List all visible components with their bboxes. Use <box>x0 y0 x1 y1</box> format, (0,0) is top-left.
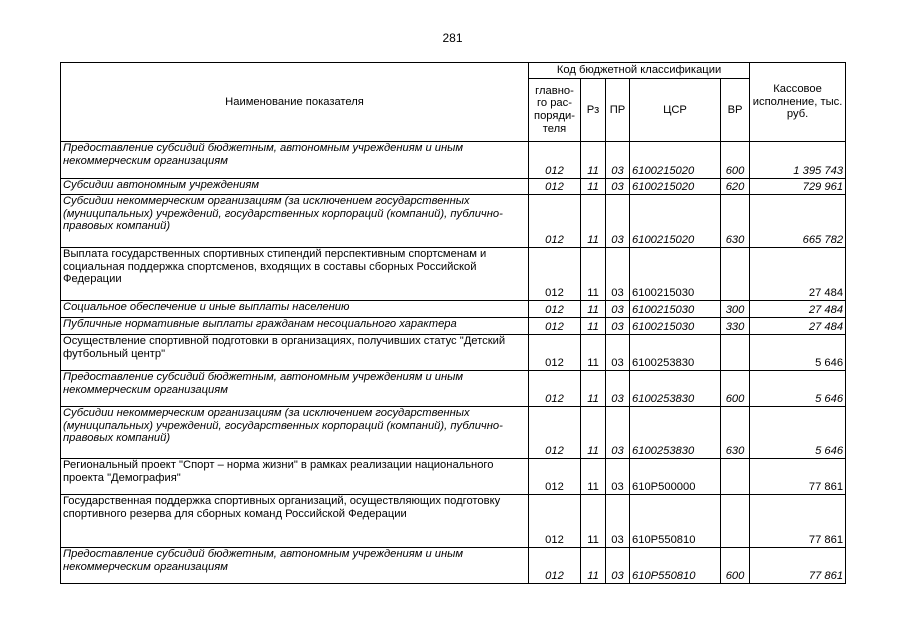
row-pr: 03 <box>606 301 630 318</box>
row-amount: 5 646 <box>750 335 846 371</box>
table-row <box>61 495 846 548</box>
row-pr: 03 <box>606 142 630 179</box>
row-csr: 6100215020 <box>630 195 721 248</box>
row-name: Выплата государственных спортивных стипендий перспективным спортсменам и социальная поддержка спортсменов, входящих в составы сборных Российской Федерации <box>61 248 529 301</box>
row-rz: 11 <box>581 548 606 584</box>
row-vr: 600 <box>721 142 750 179</box>
table-row <box>61 142 846 179</box>
row-pr: 03 <box>606 179 630 195</box>
header-code-group: Код бюджетной классификации <box>529 63 750 79</box>
row-rz: 11 <box>581 301 606 318</box>
row-pr: 03 <box>606 459 630 495</box>
row-vr: 600 <box>721 371 750 407</box>
row-amount: 1 395 743 <box>750 142 846 179</box>
table-row <box>61 318 846 335</box>
row-rz: 11 <box>581 248 606 301</box>
row-rz: 11 <box>581 179 606 195</box>
row-rz: 11 <box>581 142 606 179</box>
table-row <box>61 179 846 195</box>
row-glava: 012 <box>529 371 581 407</box>
header-rz: Рз <box>581 79 606 142</box>
row-pr: 03 <box>606 548 630 584</box>
header-name: Наименование показателя <box>61 63 529 142</box>
row-csr: 6100253830 <box>630 371 721 407</box>
row-glava: 012 <box>529 459 581 495</box>
header-vr: ВР <box>721 79 750 142</box>
row-amount: 27 484 <box>750 248 846 301</box>
row-name: Субсидии некоммерческим организациям (за исключением государственных (муниципальных) учреждений, государственных корпораций (компаний), публично-правовых компаний) <box>61 195 529 248</box>
row-pr: 03 <box>606 371 630 407</box>
header-pr: ПР <box>606 79 630 142</box>
row-name: Субсидии некоммерческим организациям (за исключением государственных (муниципальных) учреждений, государственных корпораций (компаний), публично-правовых компаний) <box>61 407 529 459</box>
row-pr: 03 <box>606 407 630 459</box>
row-glava: 012 <box>529 407 581 459</box>
table-row <box>61 195 846 248</box>
table-row <box>61 248 846 301</box>
row-rz: 11 <box>581 495 606 548</box>
table-row <box>61 335 846 371</box>
table-row <box>61 371 846 407</box>
row-csr: 6100253830 <box>630 335 721 371</box>
row-name: Региональный проект "Спорт – норма жизни" в рамках реализации национального проекта "Демография" <box>61 459 529 495</box>
header-csr: ЦСР <box>630 79 721 142</box>
row-amount: 77 861 <box>750 495 846 548</box>
row-vr: 630 <box>721 407 750 459</box>
row-amount: 77 861 <box>750 548 846 584</box>
row-rz: 11 <box>581 407 606 459</box>
row-csr: 610P550810 <box>630 548 721 584</box>
row-glava: 012 <box>529 548 581 584</box>
table-row <box>61 407 846 459</box>
row-name: Публичные нормативные выплаты гражданам несоциального характера <box>61 318 529 335</box>
row-amount: 665 782 <box>750 195 846 248</box>
row-name: Осуществление спортивной подготовки в организациях, получивших статус "Детский футбольный центр" <box>61 335 529 371</box>
row-vr <box>721 459 750 495</box>
row-csr: 6100215030 <box>630 301 721 318</box>
page-number: 281 <box>442 31 463 45</box>
budget-table <box>60 62 846 584</box>
row-vr <box>721 495 750 548</box>
row-name: Предоставление субсидий бюджетным, автономным учреждениям и иным некоммерческим организациям <box>61 142 529 179</box>
row-name: Субсидии автономным учреждениям <box>61 179 529 195</box>
header-glava: главно-го рас-поряди-теля <box>529 79 581 142</box>
row-vr <box>721 248 750 301</box>
row-vr: 330 <box>721 318 750 335</box>
row-rz: 11 <box>581 459 606 495</box>
row-glava: 012 <box>529 318 581 335</box>
row-vr: 600 <box>721 548 750 584</box>
row-vr: 630 <box>721 195 750 248</box>
row-amount: 27 484 <box>750 301 846 318</box>
row-glava: 012 <box>529 179 581 195</box>
row-rz: 11 <box>581 318 606 335</box>
row-name: Предоставление субсидий бюджетным, автономным учреждениям и иным некоммерческим организациям <box>61 371 529 407</box>
row-pr: 03 <box>606 318 630 335</box>
row-rz: 11 <box>581 371 606 407</box>
row-pr: 03 <box>606 195 630 248</box>
row-amount: 77 861 <box>750 459 846 495</box>
row-vr: 300 <box>721 301 750 318</box>
row-csr: 6100215030 <box>630 248 721 301</box>
row-csr: 6100215030 <box>630 318 721 335</box>
row-pr: 03 <box>606 335 630 371</box>
row-vr: 620 <box>721 179 750 195</box>
row-glava: 012 <box>529 248 581 301</box>
row-rz: 11 <box>581 335 606 371</box>
row-csr: 6100253830 <box>630 407 721 459</box>
row-amount: 729 961 <box>750 179 846 195</box>
row-csr: 610P500000 <box>630 459 721 495</box>
table-row <box>61 301 846 318</box>
row-name: Государственная поддержка спортивных организаций, осуществляющих подготовку спортивного резерва для сборных команд Российской Федерации <box>61 495 529 548</box>
row-amount: 27 484 <box>750 318 846 335</box>
row-pr: 03 <box>606 248 630 301</box>
table-row <box>61 548 846 584</box>
row-glava: 012 <box>529 142 581 179</box>
row-csr: 6100215020 <box>630 142 721 179</box>
row-glava: 012 <box>529 335 581 371</box>
row-rz: 11 <box>581 195 606 248</box>
row-vr <box>721 335 750 371</box>
table-row <box>61 459 846 495</box>
header-total: Кассовое исполнение, тыс. руб. <box>750 63 846 142</box>
row-pr: 03 <box>606 495 630 548</box>
row-glava: 012 <box>529 301 581 318</box>
row-csr: 6100215020 <box>630 179 721 195</box>
row-csr: 610P550810 <box>630 495 721 548</box>
row-glava: 012 <box>529 195 581 248</box>
row-amount: 5 646 <box>750 407 846 459</box>
row-amount: 5 646 <box>750 371 846 407</box>
row-name: Предоставление субсидий бюджетным, автономным учреждениям и иным некоммерческим организациям <box>61 548 529 584</box>
row-name: Социальное обеспечение и иные выплаты населению <box>61 301 529 318</box>
row-glava: 012 <box>529 495 581 548</box>
